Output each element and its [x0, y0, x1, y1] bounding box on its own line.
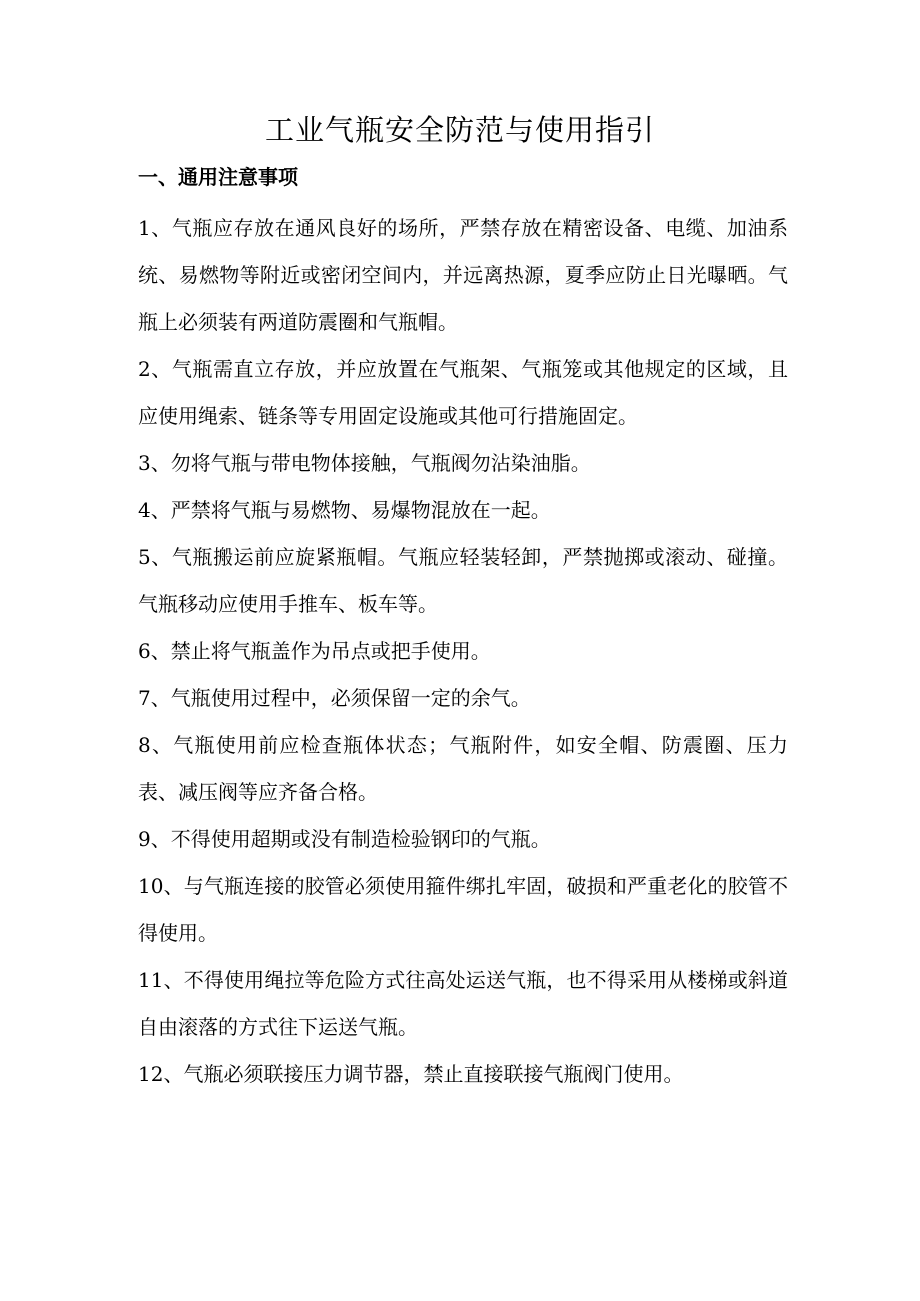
list-item: 3、勿将气瓶与带电物体接触，气瓶阀勿沾染油脂。 — [138, 451, 591, 475]
section-heading: 一、通用注意事项 — [138, 165, 298, 189]
list-item: 9、不得使用超期或没有制造检验钢印的气瓶。 — [138, 827, 551, 851]
list-item: 7、气瓶使用过程中，必须保留一定的余气。 — [138, 686, 531, 710]
item-list — [138, 205, 788, 1098]
list-item: 12、气瓶必须联接压力调节器，禁止直接联接气瓶阀门使用。 — [138, 1062, 684, 1086]
list-item: 4、严禁将气瓶与易燃物、易爆物混放在一起。 — [138, 498, 551, 522]
list-item: 8、气瓶使用前应检查瓶体状态；气瓶附件，如安全帽、防震圈、压力表、减压阀等应齐备合格。 — [138, 733, 788, 804]
list-item: 2、气瓶需直立存放，并应放置在气瓶架、气瓶笼或其他规定的区域，且应使用绳索、链条等专用固定设施或其他可行措施固定。 — [138, 357, 788, 428]
document-title: 工业气瓶安全防范与使用指引 — [264, 113, 655, 147]
list-item: 6、禁止将气瓶盖作为吊点或把手使用。 — [138, 639, 491, 663]
list-item: 10、与气瓶连接的胶管必须使用箍件绑扎牢固，破损和严重老化的胶管不得使用。 — [138, 874, 788, 945]
list-item: 5、气瓶搬运前应旋紧瓶帽。气瓶应轻装轻卸，严禁抛掷或滚动、碰撞。气瓶移动应使用手推车、板车等。 — [138, 545, 788, 616]
list-item: 1、气瓶应存放在通风良好的场所，严禁存放在精密设备、电缆、加油系统、易燃物等附近或密闭空间内，并远离热源，夏季应防止日光曝晒。气瓶上必须装有两道防震圈和气瓶帽。 — [138, 216, 788, 334]
list-item: 11、不得使用绳拉等危险方式往高处运送气瓶，也不得采用从楼梯或斜道自由滚落的方式往下运送气瓶。 — [138, 968, 788, 1039]
